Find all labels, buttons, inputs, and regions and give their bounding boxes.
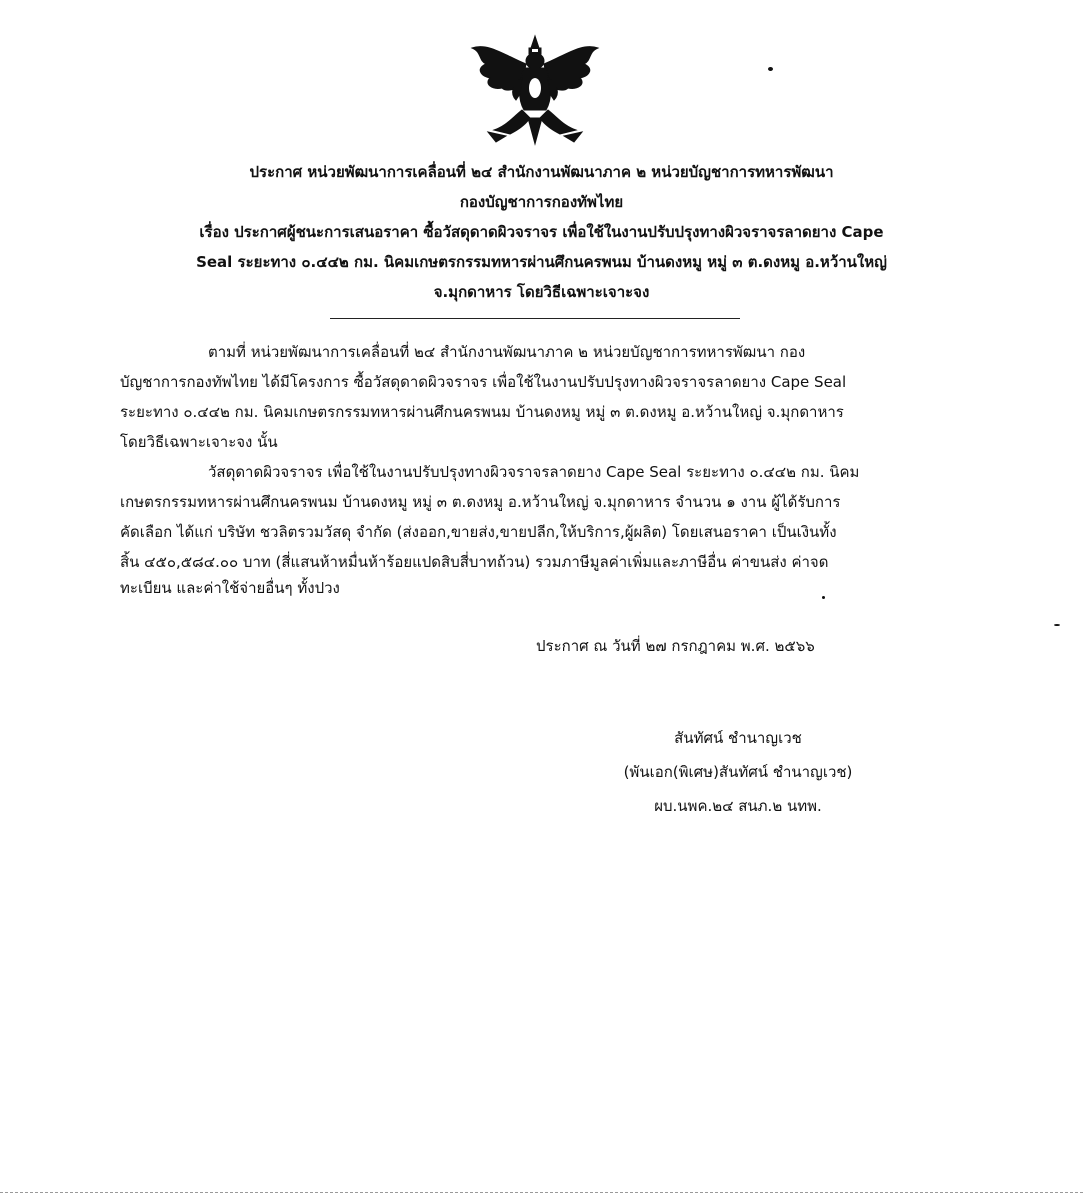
header-subject-line-1: เรื่อง ประกาศผู้ชนะการเสนอราคา ซื้อวัสดุดาดผิวจราจร เพื่อใช้ในงานปรับปรุงทางผิวจราจรลาดยาง Cape bbox=[199, 223, 884, 241]
paragraph-1-line-1: ตามที่ หน่วยพัฒนาการเคลื่อนที่ ๒๔ สำนักงานพัฒนาภาค ๒ หน่วยบัญชาการทหารพัฒนา กอง bbox=[208, 343, 806, 361]
paragraph-2-line-4: สิ้น ๔๕๐,๕๘๔.๐๐ บาท (สี่แสนห้าหมื่นห้าร้อยแปดสิบสี่บาทถ้วน) รวมภาษีมูลค่าเพิ่มและภาษีอื่น ค่าขนส่ง ค่าจด bbox=[120, 553, 829, 571]
header-line-1: ประกาศ หน่วยพัฒนาการเคลื่อนที่ ๒๔ สำนักงานพัฒนาภาค ๒ หน่วยบัญชาการทหารพัฒนา bbox=[249, 163, 834, 181]
header-line-2: กองบัญชาการกองทัพไทย bbox=[459, 193, 624, 211]
paragraph-2-line-3: คัดเลือก ได้แก่ บริษัท ชวลิตรวมวัสดุ จำกัด (ส่งออก,ขายส่ง,ขายปลีก,ให้บริการ,ผู้ผลิต) โดยเสนอราคา เป็นเงินทั้ง bbox=[120, 523, 837, 541]
paragraph-2-line-1: วัสดุดาดผิวจราจร เพื่อใช้ในงานปรับปรุงทางผิวจราจรลาดยาง Cape Seal ระยะทาง ๐.๔๔๒ กม. นิคม bbox=[208, 463, 860, 481]
signature-position: ผบ.นพค.๒๔ สนภ.๒ นทพ. bbox=[654, 797, 822, 815]
scan-speck bbox=[768, 67, 773, 71]
paragraph-1-line-3: ระยะทาง ๐.๔๔๒ กม. นิคมเกษตรกรรมทหารผ่านศึกนครพนม บ้านดงหมู หมู่ ๓ ต.ดงหมู อ.หว้านใหญ่ จ.มุกดาหาร bbox=[120, 403, 844, 421]
paragraph-1-line-4: โดยวิธีเฉพาะเจาะจง นั้น bbox=[120, 433, 278, 451]
page-bottom-edge bbox=[0, 1192, 1083, 1193]
header-divider bbox=[330, 318, 740, 319]
paragraph-2-line-5: ทะเบียน และค่าใช้จ่ายอื่นๆ ทั้งปวง bbox=[120, 579, 340, 597]
paragraph-1-line-2: บัญชาการกองทัพไทย ได้มีโครงการ ซื้อวัสดุดาดผิวจราจร เพื่อใช้ในงานปรับปรุงทางผิวจราจรลาดยาง Cape Seal bbox=[120, 373, 847, 391]
header-subject-line-2: Seal ระยะทาง ๐.๔๔๒ กม. นิคมเกษตรกรรมทหารผ่านศึกนครพนม บ้านดงหมู หมู่ ๓ ต.ดงหมู อ.หว้านใหญ่ bbox=[196, 253, 887, 271]
announcement-date: ประกาศ ณ วันที่ ๒๗ กรกฎาคม พ.ศ. ๒๕๖๖ bbox=[536, 637, 815, 655]
signature-full-name: (พันเอก(พิเศษ)สันทัศน์ ชำนาญเวช) bbox=[623, 763, 853, 781]
header-subject-line-3: จ.มุกดาหาร โดยวิธีเฉพาะเจาะจง bbox=[433, 283, 650, 301]
scan-speck bbox=[1054, 624, 1060, 626]
signature-name: สันทัศน์ ชำนาญเวช bbox=[674, 729, 802, 747]
scan-speck bbox=[822, 596, 825, 599]
paragraph-2-line-2: เกษตรกรรมทหารผ่านศึกนครพนม บ้านดงหมู หมู่ ๓ ต.ดงหมู อ.หว้านใหญ่ จ.มุกดาหาร จำนวน ๑ งาน ผู้ได้รับการ bbox=[120, 493, 841, 511]
garuda-emblem-icon bbox=[466, 34, 604, 146]
